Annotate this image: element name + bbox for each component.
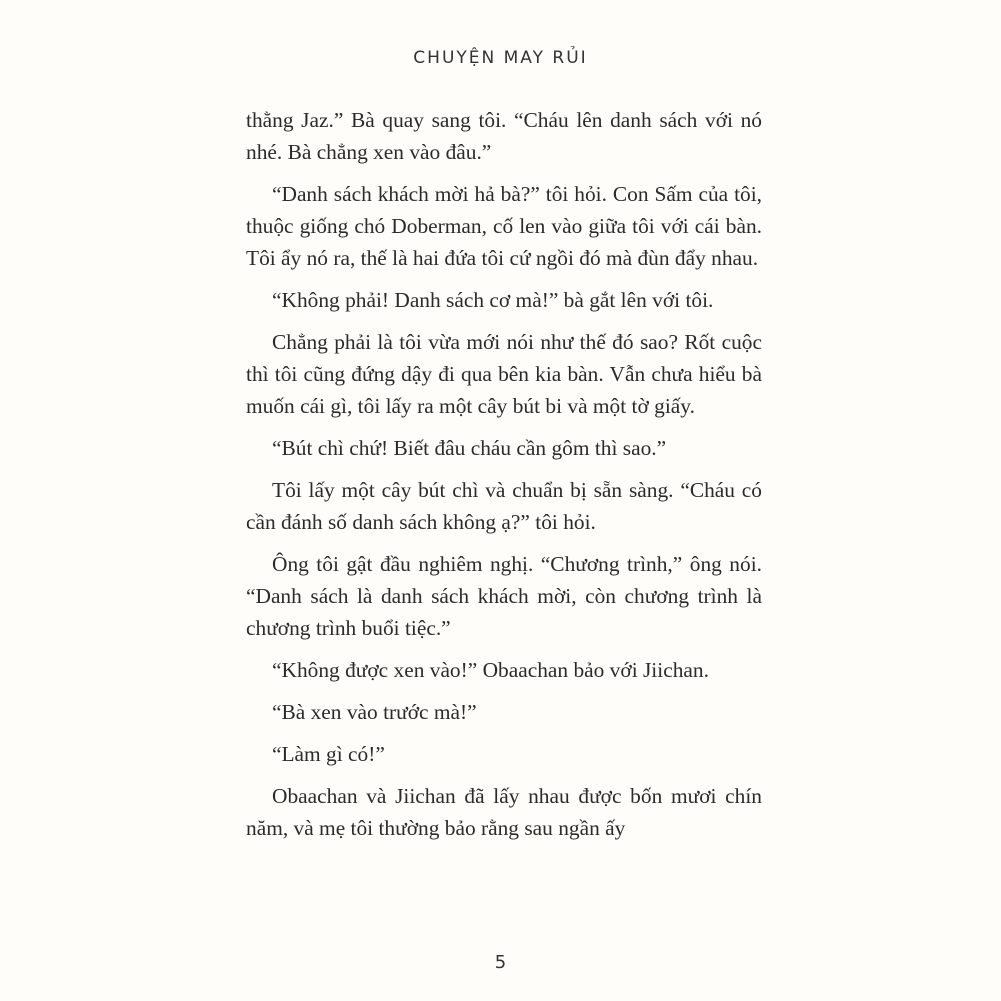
page-number: 5 <box>494 952 507 973</box>
paragraph: “Không được xen vào!” Obaachan bảo với Jiichan. <box>272 658 709 682</box>
paragraph: Chẳng phải là tôi vừa mới nói như thế đó sao? Rốt cuộc thì tôi cũng đứng dậy đi qua bên kia bàn. Vẫn chưa hiểu bà muốn cái gì, tôi lấy ra một cây bút bi và một tờ giấy. <box>246 330 762 418</box>
paragraph: Ông tôi gật đầu nghiêm nghị. “Chương trình,” ông nói. “Danh sách là danh sách khách mời, còn chương trình là chương trình buổi tiệc.” <box>246 552 762 640</box>
body-text <box>246 104 762 854</box>
paragraph: “Danh sách khách mời hả bà?” tôi hỏi. Con Sấm của tôi, thuộc giống chó Doberman, cố len vào giữa tôi với cái bàn. Tôi ẩy nó ra, thế là hai đứa tôi cứ ngồi đó mà đùn đẩy nhau. <box>246 182 762 270</box>
paragraph: Obaachan và Jiichan đã lấy nhau được bốn mươi chín năm, và mẹ tôi thường bảo rằng sau ngần ấy <box>246 784 762 840</box>
running-head: CHUYỆN MAY RỦI <box>413 48 588 68</box>
paragraph: “Bà xen vào trước mà!” <box>272 700 477 724</box>
paragraph: “Không phải! Danh sách cơ mà!” bà gắt lên với tôi. <box>272 288 714 312</box>
paragraph: “Bút chì chứ! Biết đâu cháu cần gôm thì sao.” <box>272 436 667 460</box>
paragraph: thằng Jaz.” Bà quay sang tôi. “Cháu lên danh sách với nó nhé. Bà chẳng xen vào đâu.” <box>246 108 762 164</box>
paragraph: Tôi lấy một cây bút chì và chuẩn bị sẵn sàng. “Cháu có cần đánh số danh sách không ạ?” tôi hỏi. <box>246 478 762 534</box>
paragraph: “Làm gì có!” <box>272 742 385 766</box>
